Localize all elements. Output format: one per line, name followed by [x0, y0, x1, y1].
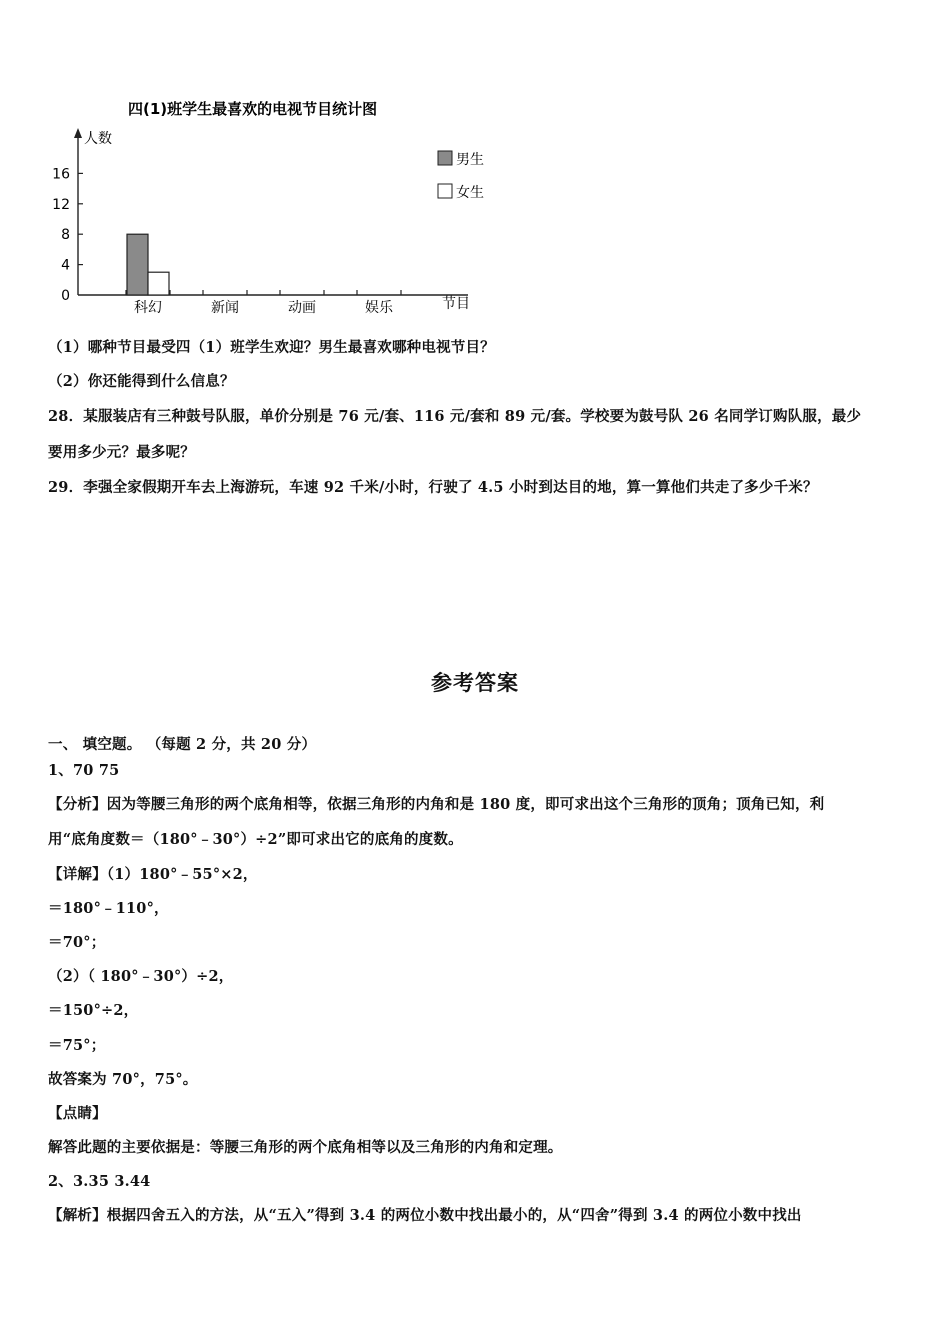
- detail-line-4: （2）（ 180°﹣30°）÷2，: [48, 968, 234, 985]
- y-tick-label: 12: [52, 196, 70, 213]
- y-tick-label: 4: [61, 257, 70, 274]
- question-27-1: （1）哪种节目最受四（1）班学生欢迎？男生最喜欢哪种电视节目？: [48, 339, 495, 356]
- tv-program-bar-chart: [40, 90, 510, 325]
- detail-line-3: ＝70°；: [48, 934, 106, 951]
- detail-line-7: 故答案为 70°，75°。: [48, 1071, 198, 1088]
- x-category-label: 娱乐: [365, 300, 393, 316]
- question-27-2: （2）你还能得到什么信息？: [48, 373, 235, 390]
- legend-swatch-boys: [438, 151, 452, 165]
- x-category-label: 动画: [288, 300, 316, 316]
- y-tick-label: 16: [52, 166, 70, 183]
- y-axis-label: 人数: [84, 131, 112, 147]
- question-28-line2: 要用多少元？最多呢？: [48, 444, 195, 461]
- y-tick-label: 8: [61, 227, 70, 244]
- legend-swatch-girls: [438, 184, 452, 198]
- legend-label-boys: 男生: [456, 152, 484, 168]
- comment-text: 解答此题的主要依据是：等腰三角形的两个底角相等以及三角形的内角和定理。: [48, 1139, 563, 1156]
- answer-1: 1、70 75: [48, 762, 120, 779]
- y-axis-arrow-icon: [74, 128, 82, 138]
- bar-girls-0: [148, 272, 169, 295]
- detail-line-2: ＝180°﹣110°，: [48, 900, 169, 917]
- bars: [127, 234, 169, 295]
- detail-line-1: 【详解】（1）180°﹣55°×2，: [48, 866, 258, 883]
- x-axis-label: 节目: [442, 296, 470, 312]
- analysis-1-line2: 用“底角度数＝（180°﹣30°）÷2”即可求出它的底角的度数。: [48, 831, 463, 848]
- x-category-label: 新闻: [211, 300, 239, 316]
- analysis-1-line1: 【分析】因为等腰三角形的两个底角相等，依据三角形的内角和是 180 度，即可求出这个三角形的顶角；顶角已知，利: [48, 796, 825, 813]
- question-29: 29．李强全家假期开车去上海游玩，车速 92 千米/小时，行驶了 4.5 小时到达目的地，算一算他们共走了多少千米？: [48, 479, 818, 496]
- comment-label: 【点睛】: [48, 1105, 107, 1122]
- y-tick-label: 0: [61, 288, 70, 304]
- question-28-line1: 28．某服装店有三种鼓号队服，单价分别是 76 元/套、116 元/套和 89 元/套。学校要为鼓号队 26 名同学订购队服，最少: [48, 408, 862, 425]
- x-category-label: 科幻: [134, 300, 162, 316]
- legend: [438, 151, 484, 201]
- chart-title: 四(1)班学生最喜欢的电视节目统计图: [128, 100, 378, 118]
- detail-line-6: ＝75°；: [48, 1037, 106, 1054]
- answer-2: 2、3.35 3.44: [48, 1173, 151, 1190]
- analysis-2: 【解析】根据四舍五入的方法，从“五入”得到 3.4 的两位小数中找出最小的，从“四舍”得到 3.4 的两位小数中找出: [48, 1207, 802, 1224]
- chart-svg: [40, 90, 510, 325]
- detail-line-5: ＝150°÷2，: [48, 1002, 139, 1019]
- section-1-heading: 一、 填空题。 （每题 2 分，共 20 分）: [48, 736, 317, 753]
- legend-label-girls: 女生: [456, 185, 484, 201]
- bar-boys-0: [127, 234, 148, 295]
- answers-title: 参考答案: [431, 670, 519, 695]
